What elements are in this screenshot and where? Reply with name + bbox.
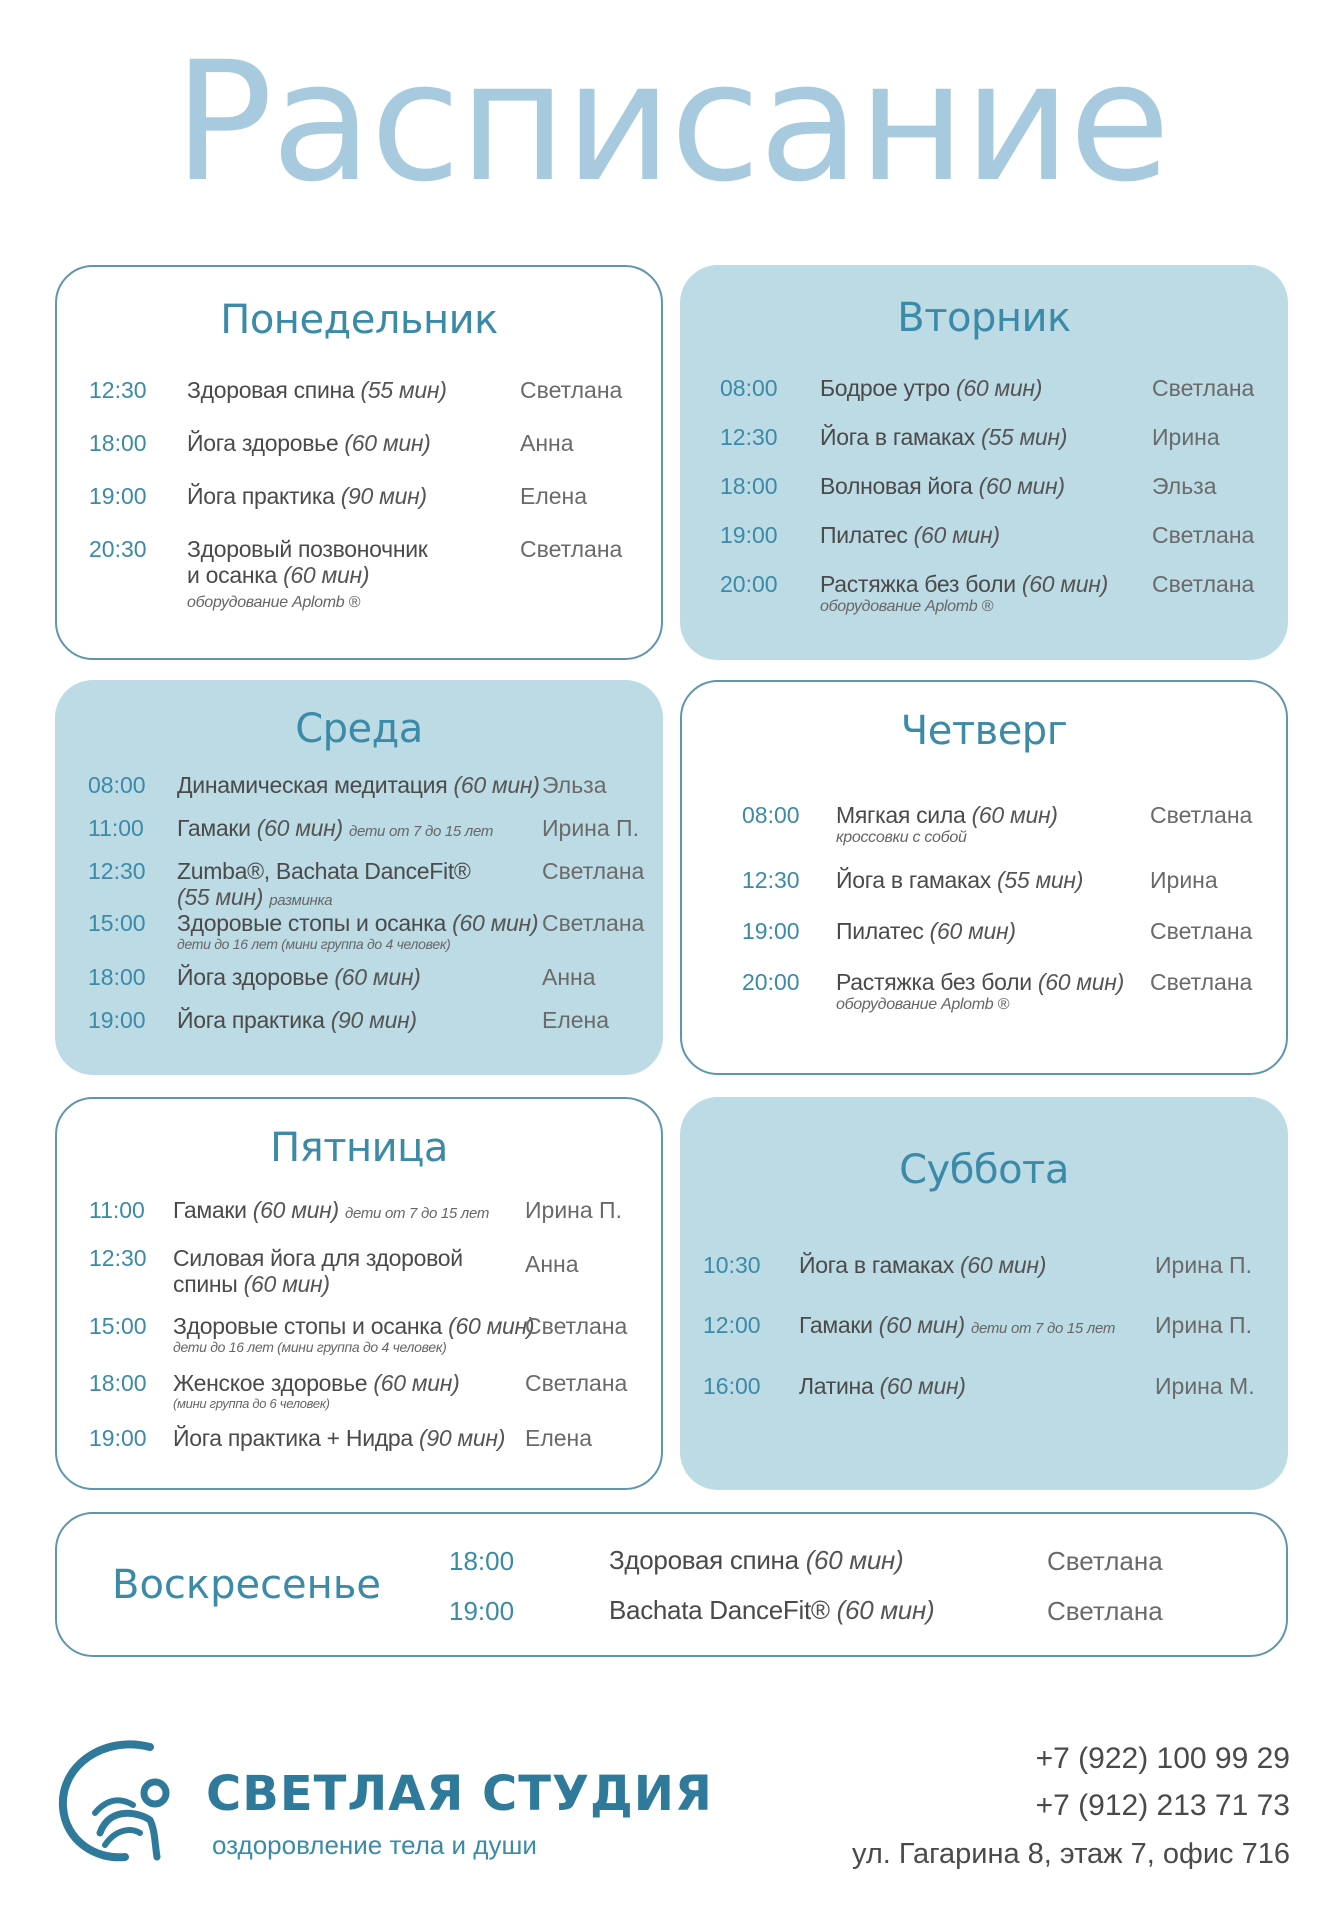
wednesday-card [55,680,663,1075]
trainer: Анна [525,1251,579,1277]
time: 12:30 [88,858,146,884]
class-name: Йога практика (90 мин) [177,1007,417,1033]
class-name: Йога практика (90 мин) [187,483,427,509]
trainer: Светлана [1152,571,1255,597]
time: 15:00 [89,1313,147,1339]
trainer: Светлана [542,858,645,884]
time: 10:30 [703,1252,761,1278]
class-name: Гамаки (60 мин) дети от 7 до 15 лет [177,815,494,841]
thursday-card [680,680,1288,1075]
time: 19:00 [742,918,800,944]
class-name: Растяжка без боли (60 мин) оборудование Aplomb ® [836,969,1124,1014]
page-title: Расписание [173,26,1169,218]
class-name: Растяжка без боли (60 мин) оборудование Aplomb ® [820,571,1108,616]
trainer: Елена [520,483,588,509]
time: 19:00 [720,522,778,548]
monday-card [55,265,663,660]
class-name: Йога практика + Нидра (90 мин) [173,1425,506,1451]
class-name: Здоровые стопы и осанка (60 мин) дети до 16 лет (мини группа до 4 человек) [177,910,539,953]
trainer: Светлана [1152,375,1255,401]
class-name: Бодрое утро (60 мин) [820,375,1043,401]
class-name: Здоровая спина (60 мин) [609,1545,904,1575]
class-name: Женское здоровье (60 мин) (мини группа до 6 человек) [173,1370,460,1412]
class-name: Йога в гамаках (55 мин) [836,867,1084,893]
phone-number-1[interactable]: +7 (922) 100 99 29 [1035,1742,1290,1775]
trainer: Эльза [542,772,607,798]
studio-logo-icon [55,1735,185,1865]
trainer: Светлана [542,910,645,936]
class-name: Bachata DanceFit® (60 мин) [609,1595,935,1625]
day-title-sunday: Воскресенье [112,1562,382,1608]
time: 19:00 [449,1596,515,1626]
time: 18:00 [449,1546,515,1576]
time: 20:00 [742,969,800,995]
trainer: Светлана [520,377,623,403]
trainer: Светлана [1150,969,1253,995]
studio-brand-name: СВЕТЛАЯ СТУДИЯ [206,1766,713,1822]
time: 19:00 [89,483,147,509]
trainer: Светлана [525,1313,628,1339]
time: 12:30 [89,377,147,403]
time: 12:30 [720,424,778,450]
trainer: Светлана [1047,1596,1163,1626]
time: 18:00 [89,430,147,456]
time: 08:00 [720,375,778,401]
trainer: Светлана [520,536,623,562]
time: 20:30 [89,536,147,562]
day-title-wednesday: Среда [295,706,423,752]
day-title-monday: Понедельник [220,297,498,343]
time: 16:00 [703,1373,761,1399]
class-name: Пилатес (60 мин) [820,522,1000,548]
trainer: Ирина П. [542,815,639,841]
time: 19:00 [89,1425,147,1451]
time: 19:00 [88,1007,146,1033]
class-name: Мягкая сила (60 мин) кроссовки с собой [836,802,1058,847]
time: 15:00 [88,910,146,936]
trainer: Анна [520,430,574,456]
class-name: Здоровая спина (55 мин) [187,377,447,403]
class-name: Пилатес (60 мин) [836,918,1016,944]
trainer: Елена [525,1425,593,1451]
trainer: Светлана [525,1370,628,1396]
class-name: Волновая йога (60 мин) [820,473,1065,499]
trainer: Ирина П. [1155,1252,1252,1278]
phone-number-2[interactable]: +7 (912) 213 71 73 [1035,1789,1290,1822]
day-title-saturday: Суббота [899,1147,1069,1193]
time: 08:00 [742,802,800,828]
day-title-thursday: Четверг [900,708,1068,754]
trainer: Светлана [1152,522,1255,548]
class-name: Динамическая медитация (60 мин) [177,772,540,798]
time: 11:00 [89,1197,145,1223]
time: 18:00 [88,964,146,990]
friday-card [55,1097,663,1490]
time: 12:30 [742,867,800,893]
class-name: Здоровые стопы и осанка (60 мин) дети до 16 лет (мини группа до 4 человек) [173,1313,535,1356]
trainer: Ирина [1150,867,1218,893]
studio-address: ул. Гагарина 8, этаж 7, офис 716 [851,1838,1290,1870]
saturday-card [680,1097,1288,1490]
trainer: Анна [542,964,596,990]
class-name: Йога здоровье (60 мин) [187,430,431,456]
trainer: Ирина П. [1155,1312,1252,1338]
time: 12:00 [703,1312,761,1338]
trainer: Ирина М. [1155,1373,1255,1399]
trainer: Ирина П. [525,1197,622,1223]
class-name: Силовая йога для здоровой спины (60 мин) [173,1245,463,1298]
trainer: Елена [542,1007,610,1033]
trainer: Ирина [1152,424,1220,450]
class-name: Гамаки (60 мин) дети от 7 до 15 лет [799,1312,1116,1338]
trainer: Светлана [1150,802,1253,828]
studio-slogan: оздоровление тела и души [212,1830,537,1860]
class-name: Гамаки (60 мин) дети от 7 до 15 лет [173,1197,490,1223]
trainer: Светлана [1150,918,1253,944]
class-name: Йога в гамаках (55 мин) [820,424,1068,450]
class-name: Йога в гамаках (60 мин) [799,1252,1047,1278]
time: 11:00 [88,815,144,841]
class-name: Zumba®, Bachata DanceFit® (55 мин) разминка [177,858,471,911]
trainer: Светлана [1047,1546,1163,1576]
class-name: Латина (60 мин) [799,1373,966,1399]
trainer: Эльза [1152,473,1217,499]
tuesday-card [680,265,1288,660]
class-name: Здоровый позвоночник и осанка (60 мин) оборудование Aplomb ® [187,536,428,611]
day-title-tuesday: Вторник [897,295,1071,341]
class-name: Йога здоровье (60 мин) [177,964,421,990]
time: 18:00 [720,473,778,499]
time: 18:00 [89,1370,147,1396]
time: 20:00 [720,571,778,597]
sunday-card [55,1512,1288,1657]
day-title-friday: Пятница [270,1125,448,1171]
time: 12:30 [89,1245,147,1271]
time: 08:00 [88,772,146,798]
